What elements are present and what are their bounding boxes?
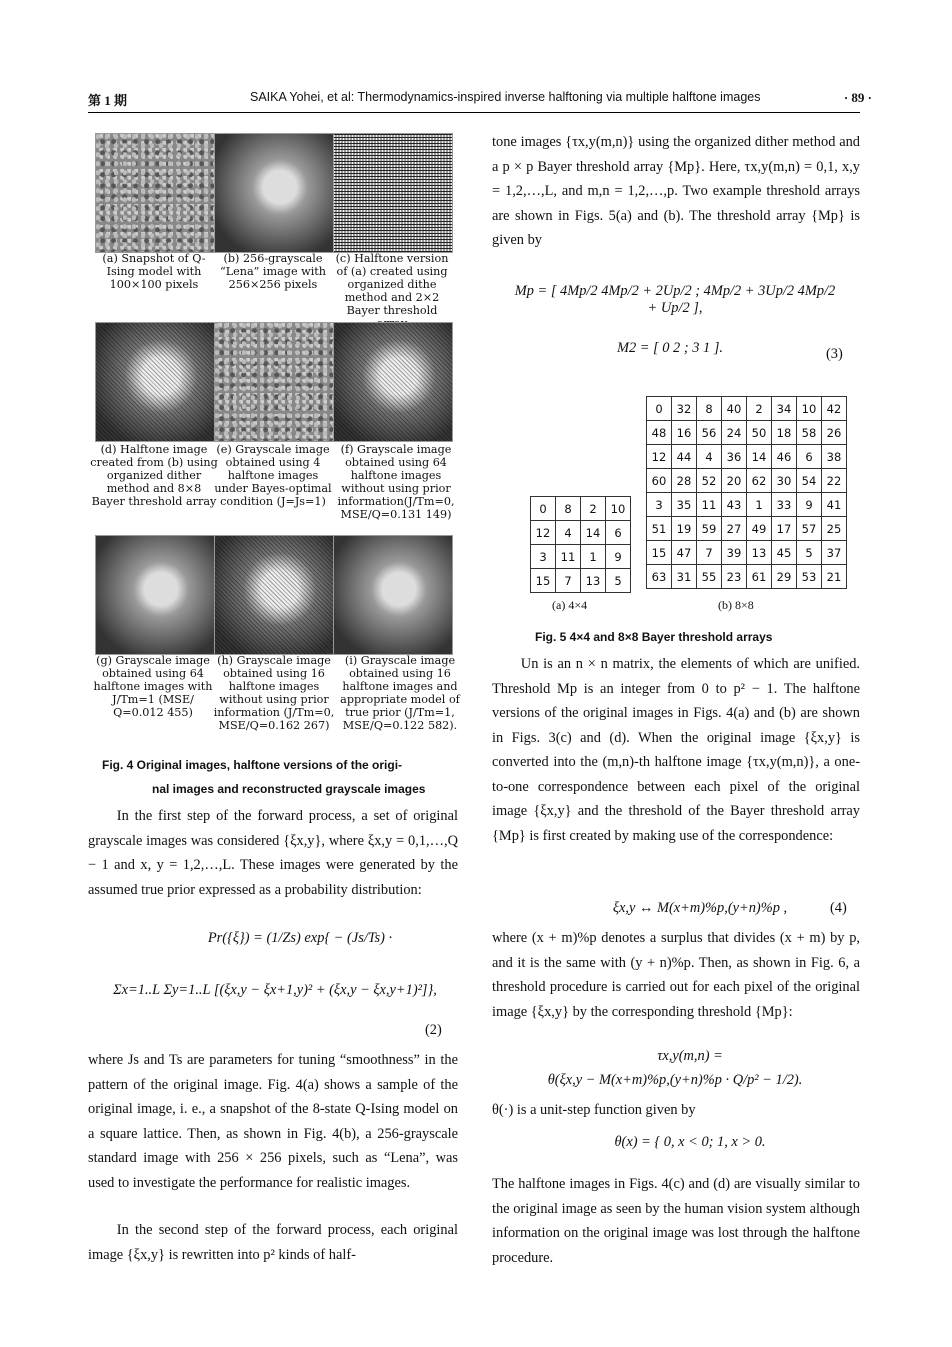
equation-3-line2: M2 = [ 0 2 ; 3 1 ]. bbox=[616, 340, 724, 356]
bayer-8x8-cell: 21 bbox=[822, 565, 847, 589]
bayer-8x8-cell: 45 bbox=[772, 541, 797, 565]
bayer-8x8-cell: 3 bbox=[647, 493, 672, 517]
page-header bbox=[70, 88, 882, 110]
equation-3-line1: Mp = [ 4Mp/2 4Mp/2 + 2Up/2 ; 4Mp/2 + 3Up/2 4Mp/2 + Up/2 ], bbox=[514, 283, 836, 316]
bayer-8x8-cell: 17 bbox=[772, 517, 797, 541]
bayer-8x8-cell: 7 bbox=[697, 541, 722, 565]
figure-5-title: Fig. 5 4×4 and 8×8 Bayer threshold arrays bbox=[535, 630, 773, 644]
figure-4a-image bbox=[95, 133, 215, 253]
figure-4-title-line1: Fig. 4 Original images, halftone versions of the origi- bbox=[102, 758, 403, 772]
bayer-8x8-cell: 6 bbox=[797, 445, 822, 469]
bayer-4x4-cell: 0 bbox=[531, 497, 556, 521]
bayer-8x8-row bbox=[647, 469, 847, 493]
right-paragraph-4: θ(·) is a unit-step function given by bbox=[492, 1102, 696, 1118]
right-paragraph-1: tone images {τx,y(m,n)} using the organized dither method and a p × p Bayer threshold array {Mp}. Here, τx,y(m,n) = 0,1, x,y = 1,2,…,L, and m,n = 1,2,…,p. Two example threshold arrays are shown in Figs. 5(a) and (b). The threshold array {Mp} is given by bbox=[492, 134, 860, 248]
bayer-8x8-cell: 39 bbox=[722, 541, 747, 565]
figure-4f-caption: (f) Grayscale image obtained using 64 halftone images without using prior information(J/Tm=0, MSE/Q=0.131 149) bbox=[337, 443, 455, 521]
issue-number: 第 1 期 bbox=[88, 93, 128, 108]
bayer-4x4-cell: 6 bbox=[606, 521, 631, 545]
figure-4a-caption: (a) Snapshot of Q-Ising model with 100×100 pixels bbox=[102, 252, 206, 291]
bayer-8x8-cell: 10 bbox=[797, 397, 822, 421]
bayer-8x8-cell: 62 bbox=[747, 469, 772, 493]
running-title: SAIKA Yohei, et al: Thermodynamics-inspired inverse halftoning via multiple halftone images bbox=[250, 90, 761, 104]
figure-4c-caption: (c) Halftone version of (a) created using organized dithe method and 2×2 Bayer threshold bbox=[335, 252, 449, 317]
figure-4h-caption: (h) Grayscale image obtained using 16 halftone images without using prior information (J/Tm=0, MSE/Q=0.162 267) bbox=[213, 654, 335, 732]
right-paragraph-5: The halftone images in Figs. 4(c) and (d) are visually similar to the original image as seen by the human vision system although information on the original image was lost through the halftone procedure. bbox=[492, 1176, 860, 1266]
bayer-8x8-cell: 35 bbox=[672, 493, 697, 517]
bayer-8x8-cell: 0 bbox=[647, 397, 672, 421]
bayer-4x4-cell: 9 bbox=[606, 545, 631, 569]
bayer-8x8-cell: 47 bbox=[672, 541, 697, 565]
bayer-8x8-cell: 11 bbox=[697, 493, 722, 517]
bayer-8x8-cell: 49 bbox=[747, 517, 772, 541]
bayer-8x8-cell: 57 bbox=[797, 517, 822, 541]
bayer-8x8-cell: 20 bbox=[722, 469, 747, 493]
equation-2-line2: Σx=1..L Σy=1..L [(ξx,y − ξx+1,y)² + (ξx,y − ξx,y+1)²]}, bbox=[113, 982, 437, 998]
bayer-8x8-cell: 43 bbox=[722, 493, 747, 517]
right-paragraph-3: where (x + m)%p denotes a surplus that divides (x + m) by p, and it is the same with (y + n)%p. Then, as shown in Fig. 6, a threshold procedure is carried out for each pixel of the original image {ξx,y} by the corresponding threshold {Mp}: bbox=[492, 930, 860, 1020]
left-paragraph-3: In the second step of the forward process, each original image {ξx,y} is rewritten into p² kinds of half- bbox=[88, 1222, 458, 1263]
page-number: · 89 · bbox=[843, 90, 872, 105]
equation-2-line1: Pr({ξ}) = (1/Zs) exp{ − (Js/Ts) · bbox=[207, 930, 393, 946]
bayer-4x4-cell: 13 bbox=[581, 569, 606, 593]
bayer-4x4-row bbox=[531, 521, 631, 545]
bayer-8x8-cell: 54 bbox=[797, 469, 822, 493]
figure-4i-caption: (i) Grayscale image obtained using 16 halftone images and appropriate model of true prior (J/Tm=1, MSE/Q=0.122 582). bbox=[340, 654, 460, 732]
left-paragraph-2: where Js and Ts are parameters for tuning “smoothness” in the pattern of the original image. Fig. 4(a) shows a sample of the original image, i. e., a snapshot of the 8-state Q-Ising model on a square lattice. Then, as shown in Fig. 4(b), a 256-grayscale standard image with 256 × 256 pixels, such as “Lena”, was used to investigate the performance for realistic images. bbox=[88, 1052, 458, 1191]
figure-4g-image bbox=[95, 535, 215, 655]
bayer-4x4-cell: 15 bbox=[531, 569, 556, 593]
bayer-4x4-cell: 11 bbox=[556, 545, 581, 569]
bayer-4x4-cell: 4 bbox=[556, 521, 581, 545]
bayer-8x8-row bbox=[647, 421, 847, 445]
figure-4b-caption: (b) 256-grayscale “Lena” image with 256×256 pixels bbox=[220, 252, 326, 291]
bayer-8x8-cell: 19 bbox=[672, 517, 697, 541]
bayer-8x8-cell: 18 bbox=[772, 421, 797, 445]
bayer-4x4-cell: 10 bbox=[606, 497, 631, 521]
header-rule bbox=[88, 112, 860, 113]
bayer-8x8-cell: 46 bbox=[772, 445, 797, 469]
bayer-8x8-cell: 40 bbox=[722, 397, 747, 421]
figure-4d-caption: (d) Halftone image created from (b) using organized dither method and 8×8 Bayer threshold array bbox=[90, 443, 218, 508]
figure-4-title-line2: nal images and reconstructed grayscale images bbox=[152, 782, 426, 796]
bayer-8x8-cell: 2 bbox=[747, 397, 772, 421]
bayer-8x8-cell: 44 bbox=[672, 445, 697, 469]
figure-5a-label: (a) 4×4 bbox=[552, 598, 588, 612]
equation-6: θ(x) = { 0, x < 0; 1, x > 0. bbox=[614, 1134, 766, 1150]
bayer-8x8-cell: 16 bbox=[672, 421, 697, 445]
bayer-8x8-cell: 38 bbox=[822, 445, 847, 469]
bayer-8x8-cell: 14 bbox=[747, 445, 772, 469]
bayer-8x8-cell: 48 bbox=[647, 421, 672, 445]
figure-4c-image bbox=[333, 133, 453, 253]
figure-4d-image bbox=[95, 322, 215, 442]
bayer-8x8-cell: 9 bbox=[797, 493, 822, 517]
bayer-8x8-cell: 50 bbox=[747, 421, 772, 445]
bayer-8x8-cell: 27 bbox=[722, 517, 747, 541]
bayer-8x8-cell: 15 bbox=[647, 541, 672, 565]
bayer-4x4-cell: 7 bbox=[556, 569, 581, 593]
bayer-8x8-cell: 12 bbox=[647, 445, 672, 469]
figure-4b-image bbox=[214, 133, 334, 253]
figure-4g-caption: (g) Grayscale image obtained using 64 halftone images with J/Tm=1 (MSE/ Q=0.012 455) bbox=[93, 654, 213, 719]
bayer-8x8-cell: 37 bbox=[822, 541, 847, 565]
bayer-8x8-cell: 55 bbox=[697, 565, 722, 589]
bayer-8x8-cell: 28 bbox=[672, 469, 697, 493]
bayer-4x4-cell: 1 bbox=[581, 545, 606, 569]
bayer-8x8-row bbox=[647, 493, 847, 517]
bayer-8x8-cell: 32 bbox=[672, 397, 697, 421]
bayer-8x8-cell: 41 bbox=[822, 493, 847, 517]
bayer-8x8-cell: 42 bbox=[822, 397, 847, 421]
bayer-8x8-cell: 60 bbox=[647, 469, 672, 493]
right-paragraph-2: Un is an n × n matrix, the elements of which are unified. Threshold Mp is an integer from 0 to p² − 1. The halftone versions of the original images in Figs. 4(a) and (b) are shown in Figs. 3(c) and (d). When the original image {ξx,y} is converted into the (m,n)-th halftone image {τx,y(m,n)}, a one-to-one correspondence between each pixel of the original image {ξx,y} and the threshold of the Bayer threshold array {Mp} is first created by making use of the correspondence: bbox=[492, 656, 860, 844]
bayer-4x4-row bbox=[531, 569, 631, 593]
figure-4f-image bbox=[333, 322, 453, 442]
bayer-4x4-cell: 8 bbox=[556, 497, 581, 521]
bayer-8x8-cell: 59 bbox=[697, 517, 722, 541]
equation-4: ξx,y ↔ M(x+m)%p,(y+n)%p , bbox=[612, 900, 788, 916]
bayer-4x4-cell: 3 bbox=[531, 545, 556, 569]
bayer-8x8-row bbox=[647, 565, 847, 589]
bayer-8x8-cell: 52 bbox=[697, 469, 722, 493]
bayer-8x8-cell: 22 bbox=[822, 469, 847, 493]
bayer-8x8-cell: 33 bbox=[772, 493, 797, 517]
bayer-8x8-row bbox=[647, 397, 847, 421]
figure-4i-image bbox=[333, 535, 453, 655]
equation-4-number: (4) bbox=[830, 900, 847, 916]
bayer-8x8-row bbox=[647, 541, 847, 565]
bayer-8x8-cell: 13 bbox=[747, 541, 772, 565]
bayer-4x4-row bbox=[531, 545, 631, 569]
bayer-array-8x8 bbox=[646, 396, 847, 589]
bayer-8x8-cell: 31 bbox=[672, 565, 697, 589]
bayer-8x8-row bbox=[647, 445, 847, 469]
bayer-4x4-cell: 2 bbox=[581, 497, 606, 521]
bayer-8x8-cell: 53 bbox=[797, 565, 822, 589]
bayer-8x8-cell: 34 bbox=[772, 397, 797, 421]
figure-4e-caption: (e) Grayscale image obtained using 4 halftone images under Bayes-optimal condition (J=Js=1) bbox=[214, 443, 332, 508]
bayer-8x8-cell: 4 bbox=[697, 445, 722, 469]
bayer-8x8-cell: 63 bbox=[647, 565, 672, 589]
bayer-8x8-cell: 1 bbox=[747, 493, 772, 517]
bayer-8x8-cell: 26 bbox=[822, 421, 847, 445]
bayer-8x8-cell: 61 bbox=[747, 565, 772, 589]
bayer-8x8-cell: 58 bbox=[797, 421, 822, 445]
figure-4h-image bbox=[214, 535, 334, 655]
bayer-8x8-cell: 25 bbox=[822, 517, 847, 541]
left-paragraph-1: In the first step of the forward process, a set of original grayscale images was considered {ξx,y}, where ξx,y = 0,1,…,Q − 1 and x, y = 1,2,…,L. These images were generated by the assumed true prior expressed as a probability distribution: bbox=[88, 808, 458, 898]
equation-2-number: (2) bbox=[425, 1022, 442, 1038]
bayer-4x4-row bbox=[531, 497, 631, 521]
bayer-8x8-cell: 29 bbox=[772, 565, 797, 589]
figure-5b-label: (b) 8×8 bbox=[718, 598, 754, 612]
bayer-4x4-cell: 14 bbox=[581, 521, 606, 545]
figure-4e-image bbox=[214, 322, 334, 442]
bayer-8x8-cell: 51 bbox=[647, 517, 672, 541]
equation-5-line2: θ(ξx,y − M(x+m)%p,(y+n)%p · Q/p² − 1/2). bbox=[547, 1072, 803, 1088]
bayer-8x8-cell: 56 bbox=[697, 421, 722, 445]
equation-5-line1: τx,y(m,n) = bbox=[657, 1048, 723, 1064]
bayer-8x8-cell: 30 bbox=[772, 469, 797, 493]
bayer-8x8-cell: 23 bbox=[722, 565, 747, 589]
bayer-8x8-row bbox=[647, 517, 847, 541]
bayer-8x8-cell: 5 bbox=[797, 541, 822, 565]
bayer-8x8-cell: 8 bbox=[697, 397, 722, 421]
bayer-8x8-cell: 24 bbox=[722, 421, 747, 445]
bayer-8x8-cell: 36 bbox=[722, 445, 747, 469]
bayer-4x4-cell: 12 bbox=[531, 521, 556, 545]
bayer-4x4-cell: 5 bbox=[606, 569, 631, 593]
equation-3-number: (3) bbox=[826, 346, 843, 362]
bayer-array-4x4 bbox=[530, 496, 631, 593]
